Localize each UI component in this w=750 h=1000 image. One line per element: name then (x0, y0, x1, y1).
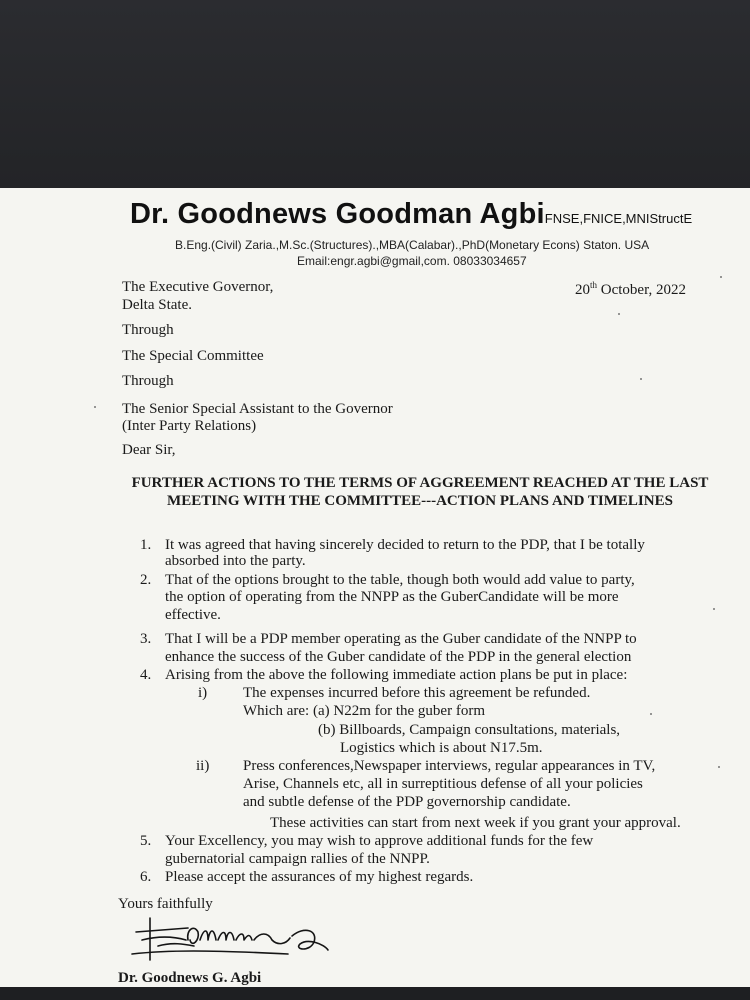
letter-heading: FURTHER ACTIONS TO THE TERMS OF AGGREEMENT REACHED AT THE LAST MEETING WITH THE COMMITTEE---ACTION PLANS AND TIMELINES (131, 475, 709, 509)
scan-speck (713, 608, 715, 610)
scan-speck (640, 378, 642, 380)
recipient-line-1: The Executive Governor, (122, 279, 274, 295)
through-1: Through (122, 322, 174, 338)
recipient-line-2: Delta State. (122, 297, 192, 313)
item-number: 3. (140, 631, 152, 647)
item-number: 4. (140, 667, 152, 683)
letterhead-contact: Email:engr.agbi@gmail,com. 08033034657 (297, 254, 527, 268)
item-line: That I will be a PDP member operating as the Guber candidate of the NNPP to (165, 631, 637, 647)
item-line: effective. (165, 607, 221, 623)
subitem-line: Arise, Channels etc, all in surreptitious defense of all your policies (243, 776, 643, 792)
item-line: gubernatorial campaign rallies of the NNPP. (165, 851, 430, 867)
item-number: 2. (140, 572, 152, 588)
salutation: Dear Sir, (122, 442, 176, 458)
item-line: Arising from the above the following immediate action plans be put in place: (165, 667, 628, 683)
subitem-label: ii) (196, 758, 210, 774)
item-line: Your Excellency, you may wish to approve additional funds for the few (165, 833, 594, 849)
scan-speck (720, 276, 722, 278)
scan-speck (718, 766, 720, 768)
letterhead-name-suffix: FNSE,FNICE,MNIStructE (544, 211, 693, 226)
subitem-line: Logistics which is about N17.5m. (340, 740, 543, 756)
item-number: 6. (140, 869, 152, 885)
subitem-note: These activities can start from next week if you grant your approval. (270, 815, 681, 831)
scan-speck (618, 313, 620, 315)
viewer-top-bar (0, 0, 750, 188)
item-line: enhance the success of the Guber candidate of the PDP in the general election (165, 649, 632, 665)
letterhead-qualifications: B.Eng.(Civil) Zaria.,M.Sc.(Structures).,MBA(Calabar).,PhD(Monetary Econs) Staton. USA (175, 238, 650, 252)
subitem-label: i) (198, 685, 208, 701)
signatory-name: Dr. Goodnews G. Agbi (118, 970, 262, 986)
letter-page (0, 188, 750, 987)
through-2: Through (122, 373, 174, 389)
closing: Yours faithfully (118, 896, 213, 912)
item-line: That of the options brought to the table, though both would add value to party, (165, 572, 635, 588)
subitem-line: Press conferences,Newspaper interviews, regular appearances in TV, (243, 758, 656, 774)
item-number: 1. (140, 537, 152, 553)
signature-image (128, 910, 338, 970)
letter-date: 20th October, 2022 (575, 280, 686, 298)
item-line: the option of operating from the NNPP as the GuberCandidate will be more (165, 589, 619, 605)
item-line: absorbed into the party. (165, 553, 306, 569)
item-number: 5. (140, 833, 152, 849)
assistant-line-2: (Inter Party Relations) (122, 418, 257, 434)
assistant-line-1: The Senior Special Assistant to the Governor (122, 401, 393, 417)
subitem-line: and subtle defense of the PDP governorship candidate. (243, 794, 571, 810)
subitem-line: Which are: (a) N22m for the guber form (243, 703, 485, 719)
viewer-bottom-bar (0, 987, 750, 1000)
subitem-line: The expenses incurred before this agreement be refunded. (243, 685, 591, 701)
letterhead-name: Dr. Goodnews Goodman AgbiFNSE,FNICE,MNIStructE (130, 198, 693, 230)
scan-speck (94, 406, 96, 408)
item-line: Please accept the assurances of my highest regards. (165, 869, 474, 885)
committee: The Special Committee (122, 348, 264, 364)
scan-speck (650, 713, 652, 715)
subitem-line: (b) Billboards, Campaign consultations, materials, (318, 722, 621, 738)
item-line: It was agreed that having sincerely decided to return to the PDP, that I be totally (165, 537, 645, 553)
